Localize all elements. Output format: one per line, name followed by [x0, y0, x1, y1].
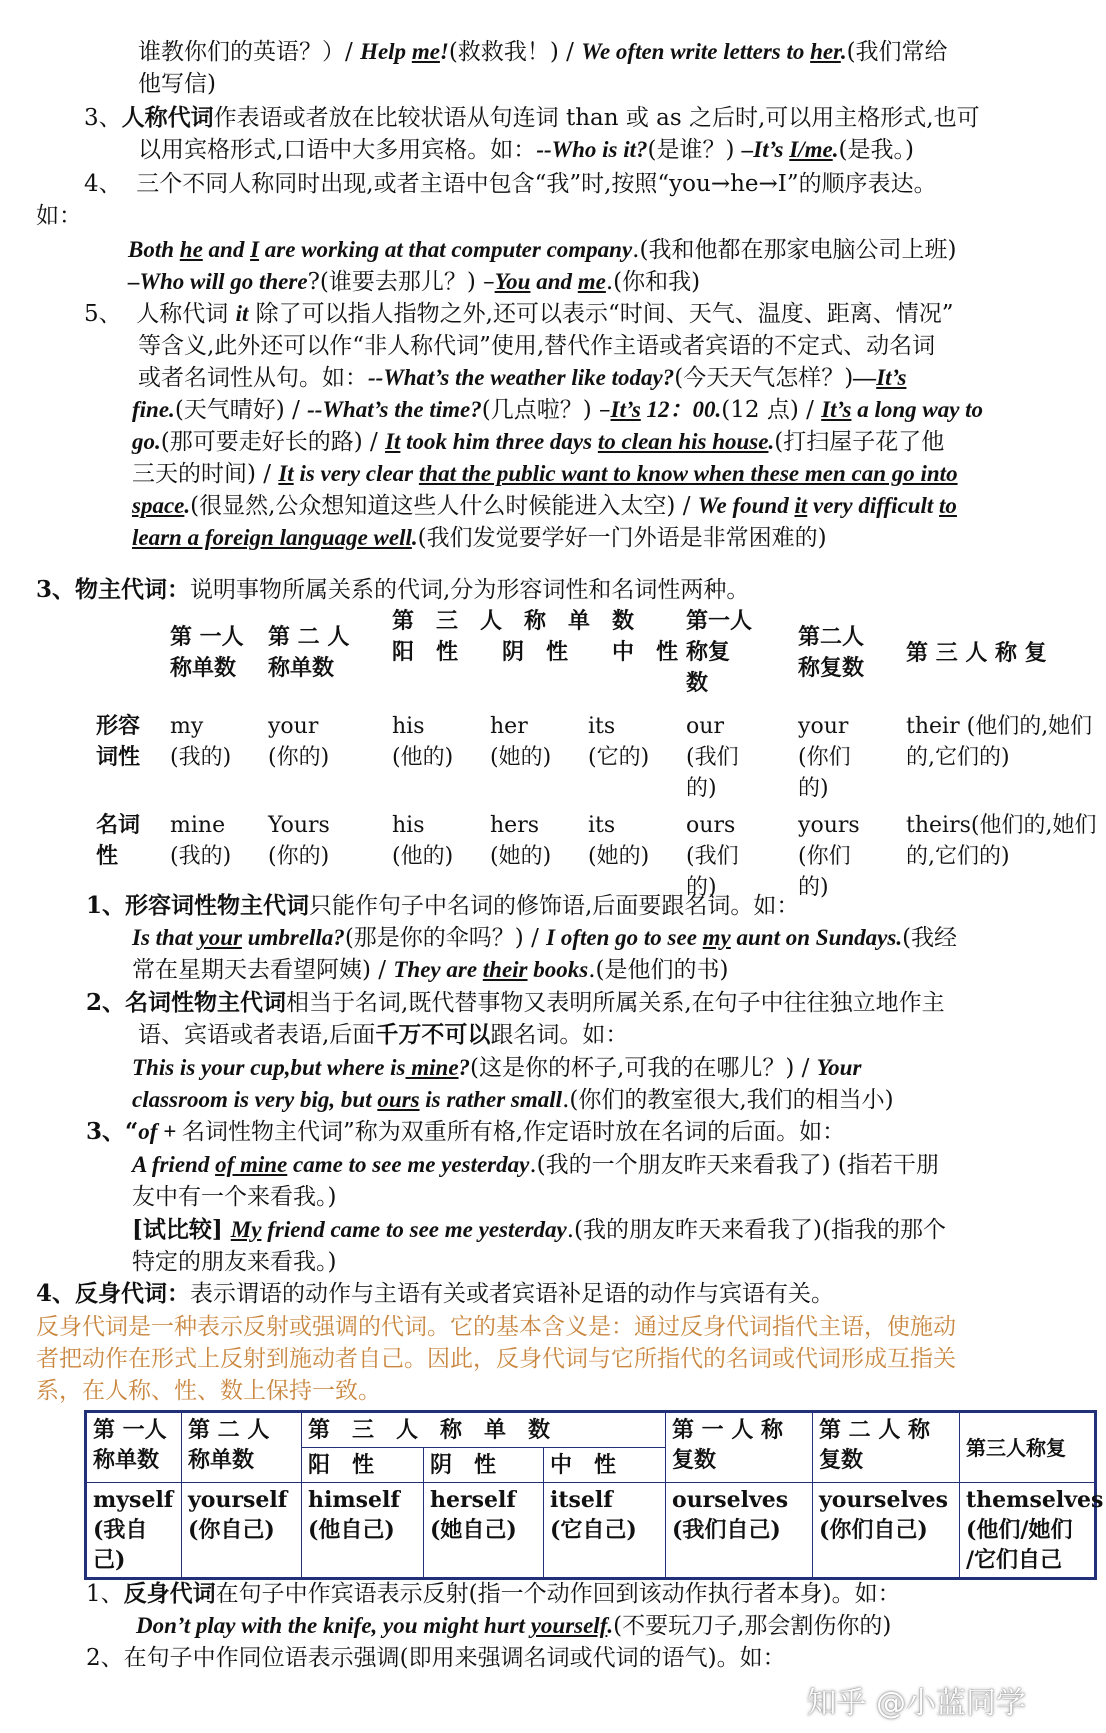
table2-subheader-neuter: 中 性	[544, 1448, 666, 1483]
table1-cell: your (你的)	[268, 714, 330, 770]
table1-header-cell: 第 一人 称单数	[170, 624, 244, 681]
p33-example-2-cont: 特定的朋友来看我。)	[132, 1249, 337, 1275]
table2-header-row-1	[86, 1412, 1096, 1448]
section3-heading: 3、物主代词：说明事物所属关系的代词,分为形容词性和名词性两种。	[36, 576, 750, 603]
table1-header-cell: 第 三 人 称 复	[906, 640, 1047, 666]
table1-cell: our (我们 的)	[686, 714, 739, 801]
p32-example-2: classroom is very big, but ours is rather small.(你们的教室很大,我们的相当小)	[132, 1087, 894, 1113]
section4-heading: 4、反身代词：表示谓语的动作与主语有关或者宾语补足语的动作与宾语有关。	[36, 1280, 835, 1307]
table1-cell: his (他的)	[392, 714, 454, 770]
table1-cell: Yours (你的)	[268, 813, 330, 869]
table2-subheader-feminine: 阴 性	[424, 1448, 544, 1483]
item5-line-6: 三天的时间) / It is very clear that the public want to know when these men can go into	[132, 461, 958, 487]
table1-row-label: 形容 词性	[96, 713, 141, 770]
table2-header-cell: 第 二 人 称单数	[182, 1412, 302, 1483]
zhihu-watermark: 知乎 @小蓝同学	[806, 1686, 1026, 1721]
table1-cell: his (他的)	[392, 813, 454, 869]
table2-header-cell: 第 二 人 称 复数	[813, 1412, 960, 1483]
table1-row-label: 名词 性	[96, 812, 141, 869]
table2-subheader-masculine: 阳 性	[302, 1448, 424, 1483]
p32-example-1: This is your cup,but where is mine?(这是你的杯子,可我的在哪儿？) / Your	[132, 1055, 862, 1081]
table2-data-row	[86, 1483, 1096, 1579]
table2-header-third-singular: 第 三 人 称 单 数	[302, 1412, 666, 1448]
reflexive-pronoun-table	[84, 1410, 1104, 1580]
table2-cell: himself (他自己)	[302, 1483, 424, 1579]
item4-example-1: Both he and I are working at that computer company.(我和他都在那家电脑公司上班)	[128, 237, 957, 263]
p31-example-1: Is that your umbrella?(那是你的伞吗？) / I often go to see my aunt on Sundays.(我经	[132, 925, 958, 951]
table1-cell: hers (她的)	[490, 813, 552, 869]
table1-cell: ours (我们 的)	[686, 813, 739, 900]
table2-header-cell: 第 一人 称单数	[86, 1412, 182, 1483]
table2-header-cell: 第 一 人 称 复数	[666, 1412, 813, 1483]
item5-line-8: learn a foreign language well.(我们发觉要学好一门外语是非常困难的)	[132, 525, 827, 551]
item3-line-1: 3、人称代词作表语或者放在比较状语从句连词 than 或 as 之后时,可以用主格形式,也可	[84, 104, 980, 131]
table1-header-third-singular: 第 三 人 称 单 数 阳 性 阴 性 中 性	[392, 608, 679, 665]
table2-header-cell: 第三人称复	[960, 1412, 1096, 1483]
table1-header-cell: 第 二 人 称单数	[268, 624, 350, 681]
table2-cell: yourself (你自己)	[182, 1483, 302, 1579]
p33-example-2: [试比较] My friend came to see me yesterday.(我的朋友昨天来看我了)(指我的那个	[132, 1216, 946, 1243]
item4-ru: 如：	[36, 203, 82, 229]
item5-line-7: space.(很显然,公众想知道这些人什么时候能进入太空) / We found it very difficult to	[132, 493, 957, 519]
section4-orange-line-1: 反身代词是一种表示反射或强调的代词。它的基本含义是：通过反身代词指代主语，使施动	[36, 1314, 956, 1340]
p41-line-1: 1、反身代词在句子中作宾语表示反射(指一个动作回到该动作执行者本身)。如：	[86, 1580, 901, 1607]
table2-cell: yourselves (你们自己)	[813, 1483, 960, 1579]
item5-line-3: 或者名词性从句。如：--What’s the weather like today?(今天天气怎样？)—It’s	[138, 365, 907, 391]
table1-cell: her (她的)	[490, 714, 552, 770]
item4-line-1: 4、 三个不同人称同时出现,或者主语中包含“我”时,按照“you→he→I”的顺序表达。	[84, 171, 937, 197]
top-line-2: 他写信)	[138, 71, 216, 97]
table1-cell: my (我的)	[170, 714, 232, 770]
item3-line-2: 以用宾格形式,口语中大多用宾格。如：--Who is it?(是谁？) –It’s I/me.(是我。)	[138, 137, 914, 163]
table1-header-cell: 第一人 称复 数	[686, 608, 753, 696]
p41-example: Don’t play with the knife, you might hurt yourself.(不要玩刀子,那会割伤你的)	[136, 1613, 892, 1639]
table2-cell: itself (它自己)	[544, 1483, 666, 1579]
table1-header-row	[96, 606, 1106, 699]
table2-cell: themselves (他们/她们 /它们自己	[960, 1483, 1096, 1579]
table1-cell: your (你们 的)	[798, 714, 851, 801]
table1-cell: its (她的)	[588, 813, 650, 869]
table1-cell: theirs(他们的,她们 的,它们的)	[906, 813, 1097, 869]
top-line-1: 谁教你们的英语？）/ Help me!(救救我！) / We often write letters to her.(我们常给	[138, 39, 948, 65]
section4-orange-line-2: 者把动作在形式上反射到施动者自己。因此，反身代词与它所指代的名词或代词形成互指关	[36, 1346, 956, 1372]
p31-example-2: 常在星期天去看望阿姨) / They are their books.(是他们的书)	[132, 957, 729, 983]
table1-cell: its (它的)	[588, 714, 650, 770]
table2-cell: myself (我自己)	[86, 1483, 182, 1579]
item5-line-4: fine.(天气晴好) / --What’s the time?(几点啦？) –It’s 12：00.(12 点) / It’s a long way to	[132, 397, 984, 423]
item5-line-5: go.(那可要走好长的路) / It took him three days to clean his house.(打扫屋子花了他	[132, 429, 945, 455]
p42-line-1: 2、在句子中作同位语表示强调(即用来强调名词或代词的语气)。如：	[86, 1645, 786, 1671]
p33-example-1-cont: 友中有一个来看我。)	[132, 1184, 337, 1210]
table2-cell: ourselves (我们自己)	[666, 1483, 813, 1579]
table1-cell: mine (我的)	[170, 813, 232, 869]
p33-example-1: A friend of mine came to see me yesterday.(我的一个朋友昨天来看我了) (指若干朋	[132, 1152, 939, 1178]
item4-example-2: –Who will go there?(谁要去那儿？) –You and me.(你和我)	[128, 269, 701, 295]
possessive-pronoun-table	[96, 606, 1106, 903]
p32-line-2: 语、宾语或者表语,后面千万不可以跟名词。如：	[138, 1021, 629, 1048]
item5-line-1: 5、 人称代词 it 除了可以指人指物之外,还可以表示“时间、天气、温度、距离、情况”	[84, 301, 954, 327]
item5-line-2: 等含义,此外还可以作“非人称代词”使用,替代作主语或者宾语的不定式、动名词	[138, 333, 936, 359]
p33-line-1: 3、“of + 名词性物主代词”称为双重所有格,作定语时放在名词的后面。如：	[86, 1118, 846, 1145]
table1-row-noun	[96, 804, 1106, 903]
p32-line-1: 2、名词性物主代词相当于名词,既代替事物又表明所属关系,在句子中往往独立地作主	[86, 989, 945, 1016]
p31-line-1: 1、形容词性物主代词只能作句子中名词的修饰语,后面要跟名词。如：	[86, 892, 800, 919]
table1-cell: their (他们的,她们 的,它们的)	[906, 714, 1093, 770]
table1-cell: yours (你们 的)	[798, 813, 860, 900]
section4-orange-line-3: 系，在人称、性、数上保持一致。	[36, 1378, 381, 1404]
table1-row-adjective	[96, 699, 1106, 804]
table2-cell: herself (她自己)	[424, 1483, 544, 1579]
table1-header-cell: 第二人 称复数	[798, 624, 865, 681]
